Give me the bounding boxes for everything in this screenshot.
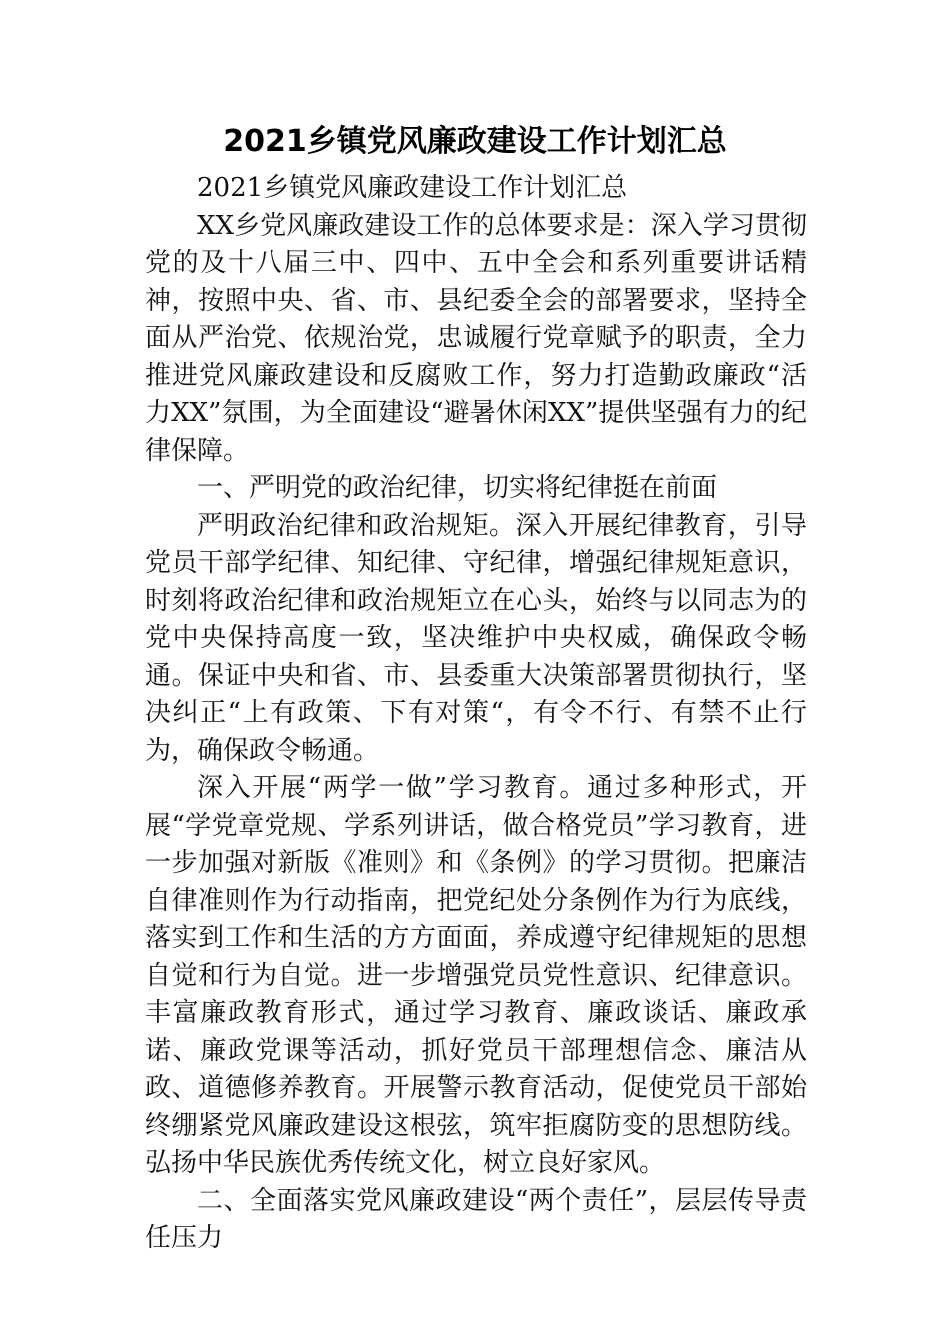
section-heading-1: 一、严明党的政治纪律，切实将纪律挺在前面 <box>197 473 718 503</box>
document-title: 2021乡镇党风廉政建设工作计划汇总 <box>223 124 727 159</box>
paragraph-two-studies-one-action: 深入开展“两学一做”学习教育。通过多种形式，开展“学党章党规、学系列讲话，做合格党员”学习教育，进一步加强对新版《准则》和《条例》的学习贯彻。把廉洁自律准则作为行动指南，把党纪处分条例作为行为底线，落实到工作和生活的方方面面，养成遵守纪律规矩的思想自觉和行为自觉。进一步增强党员党性意识、纪律意识。丰富廉政教育形式，通过学习教育、廉政谈话、廉政承诺、廉政党课等活动，抓好党员干部理想信念、廉洁从政、道德修养教育。开展警示教育活动，促使党员干部始终绷紧党风廉政建设这根弦，筑牢拒腐防变的思想防线。弘扬中华民族优秀传统文化，树立良好家风。 <box>145 773 807 1178</box>
paragraph-political-discipline: 严明政治纪律和政治规矩。深入开展纪律教育，引导党员干部学纪律、知纪律、守纪律，增强纪律规矩意识，时刻将政治纪律和政治规矩立在心头，始终与以同志为的党中央保持高度一致，坚决维护中央权威，确保政令畅通。保证中央和省、市、县委重大决策部署贯彻执行，坚决纠正“上有政策、下有对策“，有令不行、有禁不止行为，确保政令畅通。 <box>145 510 807 766</box>
paragraph-overall-requirements: XX乡党风廉政建设工作的总体要求是：深入学习贯彻党的及十八届三中、四中、五中全会和系列重要讲话精神，按照中央、省、市、县纪委全会的部署要求，坚持全面从严治党、依规治党，忠诚履行党章赋予的职责，全力推进党风廉政建设和反腐败工作，努力打造勤政廉政“活力XX”氛围，为全面建设“避暑休闲XX”提供坚强有力的纪律保障。 <box>145 210 807 466</box>
section-heading-2: 二、全面落实党风廉政建设“两个责任”，层层传导责任压力 <box>145 1185 807 1253</box>
document-body <box>145 170 807 1258</box>
paragraph-subtitle: 2021乡镇党风廉政建设工作计划汇总 <box>197 173 628 203</box>
